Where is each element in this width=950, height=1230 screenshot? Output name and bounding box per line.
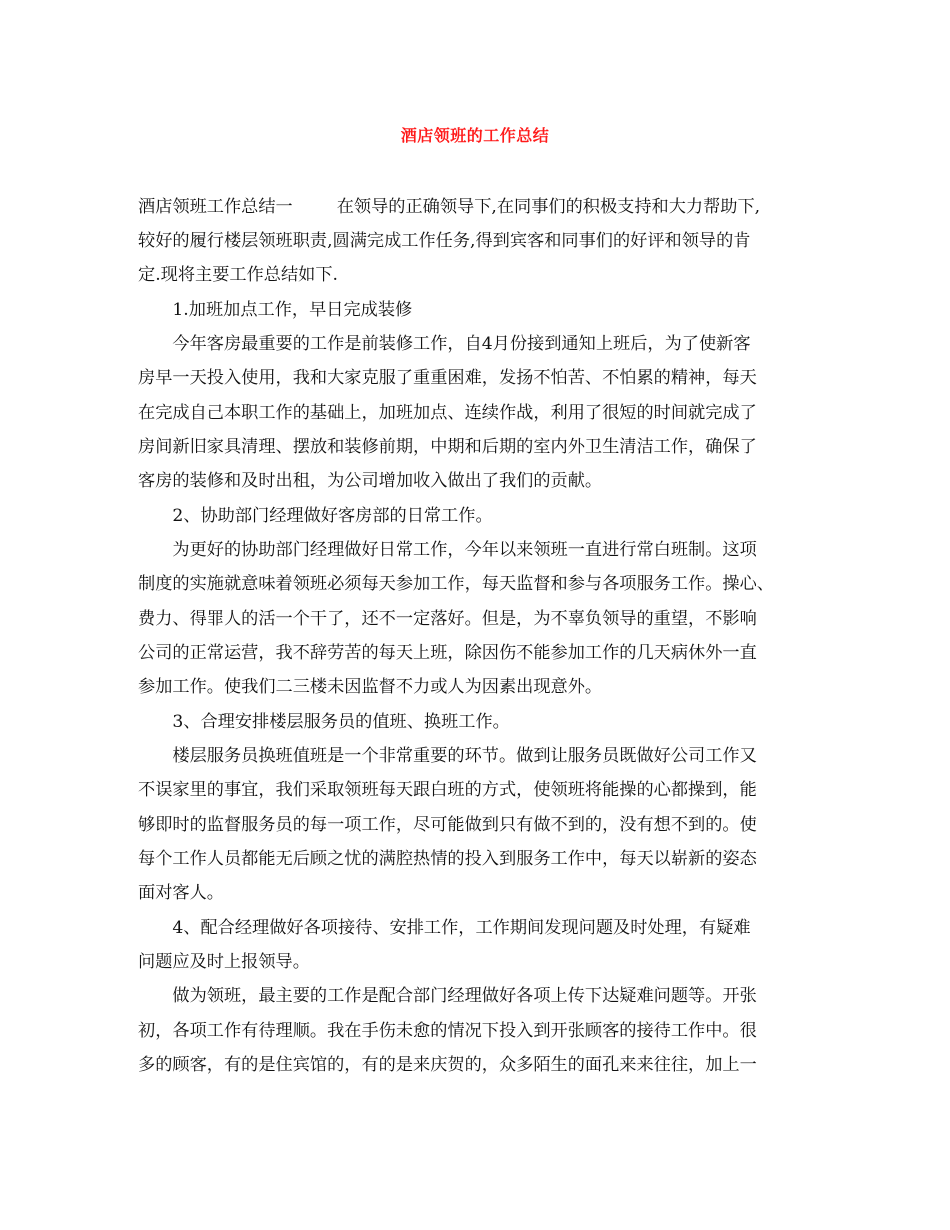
paragraph-line: 客房的装修和及时出租，为公司增加收入做出了我们的贡献。: [138, 471, 603, 491]
paragraph-line: 今年客房最重要的工作是前装修工作，自4月份接到通知上班后，为了使新客: [138, 334, 751, 354]
paragraph-line: 楼层服务员换班值班是一个非常重要的环节。做到让服务员既做好公司工作又: [138, 746, 757, 766]
section-heading: 3、合理安排楼层服务员的值班、换班工作。: [138, 712, 510, 732]
paragraph-line: 费力、得罪人的活一个干了，还不一定落好。但是，为不辜负领导的重望，不影响: [138, 609, 757, 629]
paragraph-line: 在完成自己本职工作的基础上，加班加点、连续作战，利用了很短的时间就完成了: [138, 403, 757, 423]
paragraph-line: 为更好的协助部门经理做好日常工作，今年以来领班一直进行常白班制。这项: [138, 540, 757, 560]
paragraph-line: 面对客人。: [138, 883, 224, 903]
section-heading: 4、配合经理做好各项接待、安排工作，工作期间发现问题及时处理，有疑难: [138, 918, 751, 938]
paragraph-line: 问题应及时上报领导。: [138, 952, 310, 972]
paragraph-line: 够即时的监督服务员的每一项工作，尽可能做到只有做不到的，没有想不到的。使: [138, 815, 757, 835]
section-heading: 1.加班加点工作，早日完成装修: [138, 300, 413, 320]
paragraph-line: 房间新旧家具清理、摆放和装修前期，中期和后期的室内外卫生清洁工作，确保了: [138, 437, 757, 457]
section-heading: 2、协助部门经理做好客房部的日常工作。: [138, 506, 493, 526]
paragraph-line: 做为领班，最主要的工作是配合部门经理做好各项上传下达疑难问题等。开张: [138, 986, 757, 1006]
intro-text: 在领导的正确领导下,在同事们的积极支持和大力帮助下,: [336, 197, 761, 217]
paragraph-line: 房早一天投入使用，我和大家克服了重重困难，发扬不怕苦、不怕累的精神，每天: [138, 368, 757, 388]
paragraph-line: 不误家里的事宜，我们采取领班每天跟白班的方式，使领班将能操的心都操到，能: [138, 780, 757, 800]
paragraph-line: 制度的实施就意味着领班必须每天参加工作，每天监督和参与各项服务工作。操心、: [138, 574, 774, 594]
paragraph-line: 多的顾客，有的是住宾馆的，有的是来庆贺的，众多陌生的面孔来来往往，加上一: [138, 1055, 757, 1075]
intro-label: 酒店领班工作总结一: [138, 197, 293, 217]
paragraph-line: 参加工作。使我们二三楼未因监督不力或人为因素出现意外。: [138, 677, 603, 697]
paragraph-line: 较好的履行楼层领班职责,圆满完成工作任务,得到宾客和同事们的好评和领导的肯: [138, 231, 751, 251]
paragraph-line: 初，各项工作有待理顺。我在手伤未愈的情况下投入到开张顾客的接待工作中。很: [138, 1021, 757, 1041]
paragraph-line: 公司的正常运营，我不辞劳苦的每天上班，除因伤不能参加工作的几天病休外一直: [138, 643, 757, 663]
paragraph-line: 每个工作人员都能无后顾之忧的满腔热情的投入到服务工作中，每天以崭新的姿态: [138, 849, 757, 869]
document-title: 酒店领班的工作总结: [400, 126, 550, 145]
paragraph-line: [138, 194, 818, 220]
paragraph-line: 定.现将主要工作总结如下.: [138, 265, 338, 285]
